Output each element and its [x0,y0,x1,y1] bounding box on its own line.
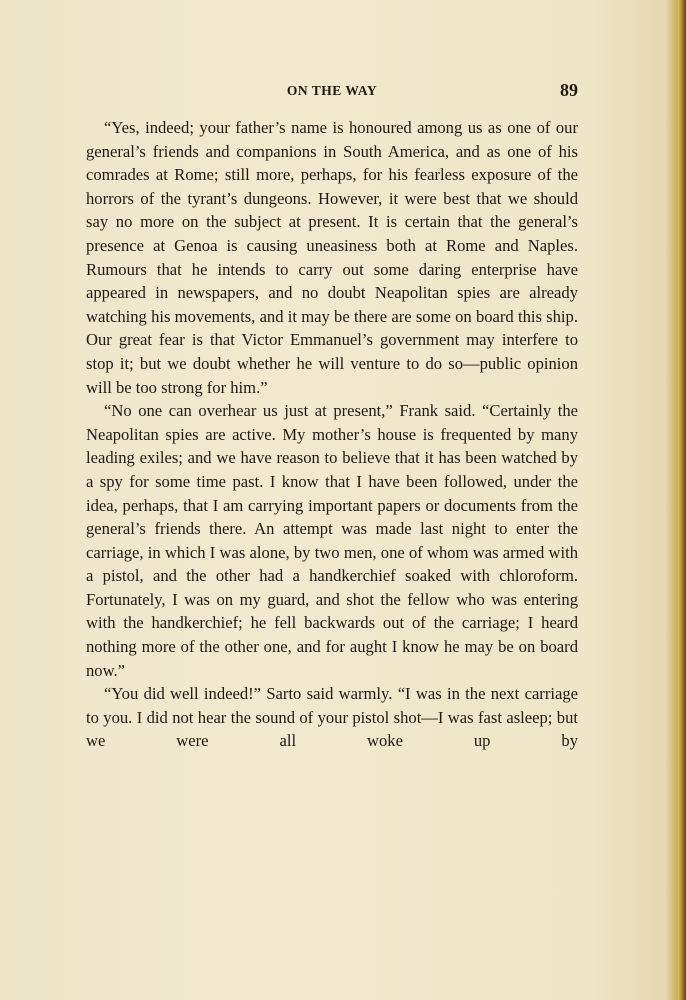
running-head [86,80,578,104]
running-title: ON THE WAY [286,83,378,98]
book-spine-edge [678,0,686,1000]
paragraph: “Yes, indeed; your father’s name is honoured among us as one of our general’s friends and companions in South America, and as one of his comrades at Rome; still more, perhaps, for his fearless exposure of the horrors of the tyrant’s dungeons. However, it were best that we should say no more on the subject at present. It is certain that the general’s presence at Genoa is causing uneasiness both at Rome and Naples. Rumours that he intends to carry out some daring enterprise have appeared in newspapers, and no doubt Neapolitan spies are already watching his movements, and it may be there are some on board this ship. Our great fear is that Victor Emmanuel’s government may interfere to stop it; but we doubt whether he will venture to do so—public opinion will be too strong for him.” [86,118,578,397]
body-text [86,116,578,753]
paragraph: “You did well indeed!” Sarto said warmly. “I was in the next carriage to you. I did not hear the sound of your pistol shot—I was fast asleep; but we were all woke up by [86,684,578,751]
page-number: 89 [560,80,578,100]
paragraph: “No one can overhear us just at present,” Frank said. “Certainly the Neapolitan spies are active. My mother’s house is frequented by many leading exiles; and we have reason to believe that it has been watched by a spy for some time past. I know that I have been followed, under the idea, perhaps, that I am carrying important papers or documents from the general’s friends there. An attempt was made last night to enter the carriage, in which I was alone, by two men, one of whom was armed with a pistol, and the other had a handkerchief soaked with chloroform. Fortunately, I was on my guard, and shot the fellow who was entering with the handkerchief; he fell backwards out of the carriage; I heard nothing more of the other one, and for aught I know he may be on board now.” [86,401,578,680]
